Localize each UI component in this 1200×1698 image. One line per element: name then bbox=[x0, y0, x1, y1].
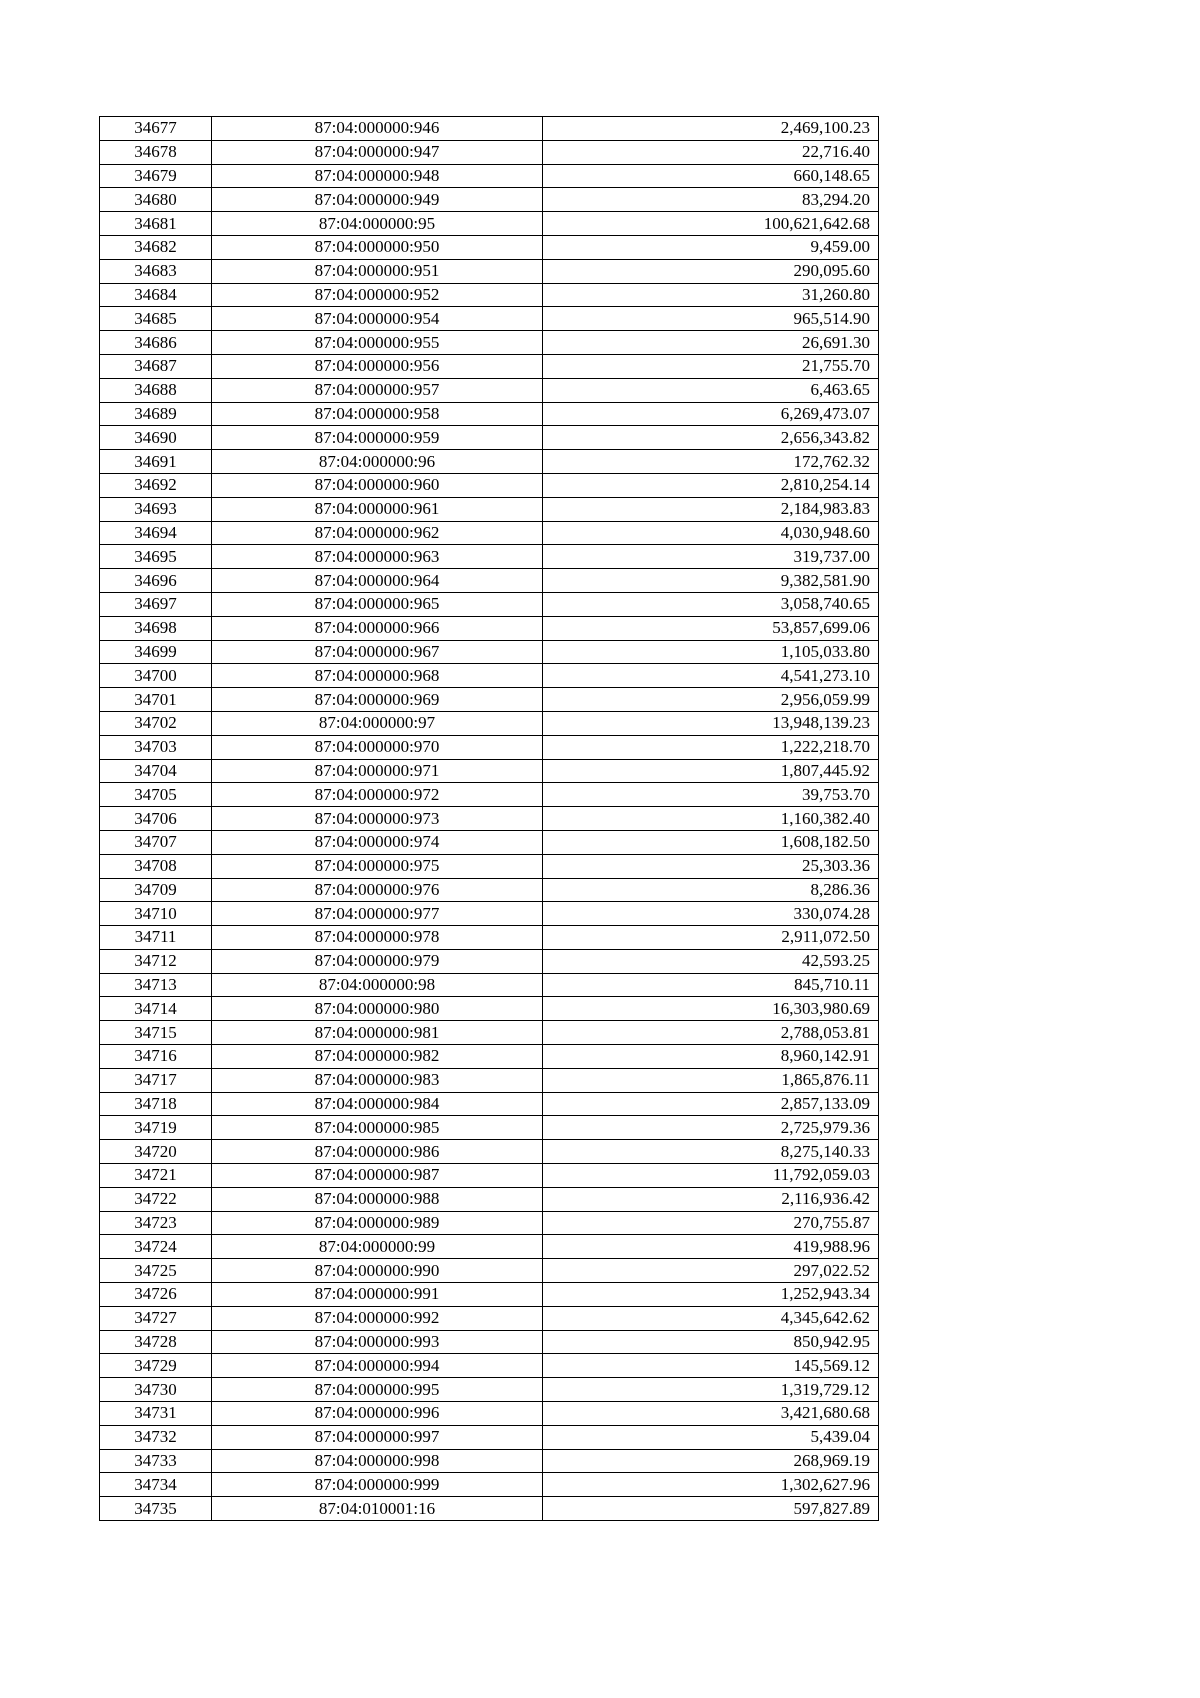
value-cell: 22,716.40 bbox=[543, 140, 879, 164]
cadastral-number-cell: 87:04:000000:962 bbox=[212, 521, 543, 545]
table-row bbox=[100, 1068, 879, 1092]
value-cell: 39,753.70 bbox=[543, 783, 879, 807]
cadastral-number-cell: 87:04:000000:951 bbox=[212, 259, 543, 283]
row-number-cell: 34698 bbox=[100, 616, 212, 640]
table-row bbox=[100, 783, 879, 807]
table-row bbox=[100, 616, 879, 640]
cadastral-number-cell: 87:04:000000:967 bbox=[212, 640, 543, 664]
cadastral-number-cell: 87:04:000000:988 bbox=[212, 1187, 543, 1211]
row-number-cell: 34733 bbox=[100, 1449, 212, 1473]
table-row bbox=[100, 354, 879, 378]
row-number-cell: 34711 bbox=[100, 926, 212, 950]
value-cell: 2,469,100.23 bbox=[543, 117, 879, 141]
cadastral-number-cell: 87:04:000000:949 bbox=[212, 188, 543, 212]
row-number-cell: 34707 bbox=[100, 830, 212, 854]
cadastral-number-cell: 87:04:000000:975 bbox=[212, 854, 543, 878]
table-row bbox=[100, 235, 879, 259]
value-cell: 2,956,059.99 bbox=[543, 688, 879, 712]
table-row bbox=[100, 1021, 879, 1045]
row-number-cell: 34732 bbox=[100, 1425, 212, 1449]
cadastral-number-cell: 87:04:000000:999 bbox=[212, 1473, 543, 1497]
value-cell: 4,030,948.60 bbox=[543, 521, 879, 545]
cadastral-number-cell: 87:04:000000:995 bbox=[212, 1378, 543, 1402]
cadastral-number-cell: 87:04:000000:993 bbox=[212, 1330, 543, 1354]
cadastral-number-cell: 87:04:000000:956 bbox=[212, 354, 543, 378]
cadastral-number-cell: 87:04:000000:961 bbox=[212, 497, 543, 521]
row-number-cell: 34713 bbox=[100, 973, 212, 997]
value-cell: 3,421,680.68 bbox=[543, 1402, 879, 1426]
table-row bbox=[100, 854, 879, 878]
cadastral-number-cell: 87:04:000000:991 bbox=[212, 1283, 543, 1307]
cadastral-number-cell: 87:04:000000:981 bbox=[212, 1021, 543, 1045]
table-row bbox=[100, 973, 879, 997]
cadastral-number-cell: 87:04:000000:992 bbox=[212, 1306, 543, 1330]
cadastral-number-cell: 87:04:000000:986 bbox=[212, 1140, 543, 1164]
value-cell: 1,222,218.70 bbox=[543, 735, 879, 759]
value-cell: 1,302,627.96 bbox=[543, 1473, 879, 1497]
row-number-cell: 34715 bbox=[100, 1021, 212, 1045]
table-row bbox=[100, 664, 879, 688]
value-cell: 8,286.36 bbox=[543, 878, 879, 902]
row-number-cell: 34731 bbox=[100, 1402, 212, 1426]
row-number-cell: 34709 bbox=[100, 878, 212, 902]
row-number-cell: 34680 bbox=[100, 188, 212, 212]
table-row bbox=[100, 1140, 879, 1164]
table-row bbox=[100, 307, 879, 331]
table-row bbox=[100, 378, 879, 402]
row-number-cell: 34681 bbox=[100, 212, 212, 236]
row-number-cell: 34714 bbox=[100, 997, 212, 1021]
row-number-cell: 34726 bbox=[100, 1283, 212, 1307]
table-row bbox=[100, 1211, 879, 1235]
row-number-cell: 34723 bbox=[100, 1211, 212, 1235]
table-row bbox=[100, 592, 879, 616]
value-cell: 16,303,980.69 bbox=[543, 997, 879, 1021]
row-number-cell: 34689 bbox=[100, 402, 212, 426]
value-cell: 5,439.04 bbox=[543, 1425, 879, 1449]
table-row bbox=[100, 283, 879, 307]
value-cell: 2,788,053.81 bbox=[543, 1021, 879, 1045]
table-row bbox=[100, 1283, 879, 1307]
table-row bbox=[100, 450, 879, 474]
value-cell: 4,541,273.10 bbox=[543, 664, 879, 688]
table-row bbox=[100, 426, 879, 450]
cadastral-number-cell: 87:04:000000:972 bbox=[212, 783, 543, 807]
cadastral-number-cell: 87:04:000000:982 bbox=[212, 1045, 543, 1069]
value-cell: 2,911,072.50 bbox=[543, 926, 879, 950]
cadastral-number-cell: 87:04:000000:970 bbox=[212, 735, 543, 759]
cadastral-number-cell: 87:04:000000:990 bbox=[212, 1259, 543, 1283]
table-row bbox=[100, 402, 879, 426]
cadastral-number-cell: 87:04:000000:955 bbox=[212, 331, 543, 355]
row-number-cell: 34696 bbox=[100, 569, 212, 593]
table-row bbox=[100, 1259, 879, 1283]
row-number-cell: 34683 bbox=[100, 259, 212, 283]
value-cell: 6,269,473.07 bbox=[543, 402, 879, 426]
value-cell: 145,569.12 bbox=[543, 1354, 879, 1378]
value-cell: 9,459.00 bbox=[543, 235, 879, 259]
value-cell: 25,303.36 bbox=[543, 854, 879, 878]
cadastral-number-cell: 87:04:000000:980 bbox=[212, 997, 543, 1021]
table-row bbox=[100, 1402, 879, 1426]
row-number-cell: 34705 bbox=[100, 783, 212, 807]
value-cell: 21,755.70 bbox=[543, 354, 879, 378]
cadastral-number-cell: 87:04:000000:966 bbox=[212, 616, 543, 640]
value-cell: 83,294.20 bbox=[543, 188, 879, 212]
table-row bbox=[100, 1330, 879, 1354]
row-number-cell: 34716 bbox=[100, 1045, 212, 1069]
value-cell: 850,942.95 bbox=[543, 1330, 879, 1354]
cadastral-number-cell: 87:04:000000:971 bbox=[212, 759, 543, 783]
cadastral-number-cell: 87:04:000000:996 bbox=[212, 1402, 543, 1426]
value-cell: 270,755.87 bbox=[543, 1211, 879, 1235]
value-cell: 8,960,142.91 bbox=[543, 1045, 879, 1069]
value-cell: 42,593.25 bbox=[543, 949, 879, 973]
cadastral-number-cell: 87:04:000000:95 bbox=[212, 212, 543, 236]
value-cell: 2,184,983.83 bbox=[543, 497, 879, 521]
cadastral-number-cell: 87:04:000000:984 bbox=[212, 1092, 543, 1116]
cadastral-number-cell: 87:04:000000:947 bbox=[212, 140, 543, 164]
table-row bbox=[100, 997, 879, 1021]
row-number-cell: 34734 bbox=[100, 1473, 212, 1497]
cadastral-number-cell: 87:04:000000:957 bbox=[212, 378, 543, 402]
cadastral-number-cell: 87:04:000000:968 bbox=[212, 664, 543, 688]
table-row bbox=[100, 545, 879, 569]
table-row bbox=[100, 188, 879, 212]
cadastral-number-cell: 87:04:000000:978 bbox=[212, 926, 543, 950]
row-number-cell: 34685 bbox=[100, 307, 212, 331]
table-row bbox=[100, 830, 879, 854]
cadastral-number-cell: 87:04:000000:974 bbox=[212, 830, 543, 854]
table-row bbox=[100, 926, 879, 950]
value-cell: 2,656,343.82 bbox=[543, 426, 879, 450]
row-number-cell: 34717 bbox=[100, 1068, 212, 1092]
value-cell: 1,105,033.80 bbox=[543, 640, 879, 664]
cadastral-number-cell: 87:04:000000:960 bbox=[212, 473, 543, 497]
row-number-cell: 34682 bbox=[100, 235, 212, 259]
value-cell: 11,792,059.03 bbox=[543, 1164, 879, 1188]
value-cell: 965,514.90 bbox=[543, 307, 879, 331]
cadastral-number-cell: 87:04:000000:950 bbox=[212, 235, 543, 259]
row-number-cell: 34695 bbox=[100, 545, 212, 569]
row-number-cell: 34687 bbox=[100, 354, 212, 378]
cadastral-number-cell: 87:04:000000:969 bbox=[212, 688, 543, 712]
row-number-cell: 34720 bbox=[100, 1140, 212, 1164]
cadastral-number-cell: 87:04:000000:959 bbox=[212, 426, 543, 450]
value-cell: 53,857,699.06 bbox=[543, 616, 879, 640]
table-row bbox=[100, 688, 879, 712]
cadastral-number-cell: 87:04:000000:983 bbox=[212, 1068, 543, 1092]
table-row bbox=[100, 1306, 879, 1330]
table-row bbox=[100, 1045, 879, 1069]
cadastral-number-cell: 87:04:000000:973 bbox=[212, 807, 543, 831]
cadastral-number-cell: 87:04:000000:96 bbox=[212, 450, 543, 474]
table-row bbox=[100, 1449, 879, 1473]
value-cell: 31,260.80 bbox=[543, 283, 879, 307]
value-cell: 1,865,876.11 bbox=[543, 1068, 879, 1092]
cadastral-number-cell: 87:04:000000:998 bbox=[212, 1449, 543, 1473]
table-row bbox=[100, 331, 879, 355]
table-row bbox=[100, 259, 879, 283]
value-cell: 2,116,936.42 bbox=[543, 1187, 879, 1211]
value-cell: 1,160,382.40 bbox=[543, 807, 879, 831]
row-number-cell: 34729 bbox=[100, 1354, 212, 1378]
table-row bbox=[100, 1235, 879, 1259]
table-row bbox=[100, 807, 879, 831]
table-row bbox=[100, 902, 879, 926]
cadastral-number-cell: 87:04:000000:954 bbox=[212, 307, 543, 331]
table-row bbox=[100, 521, 879, 545]
row-number-cell: 34700 bbox=[100, 664, 212, 688]
value-cell: 9,382,581.90 bbox=[543, 569, 879, 593]
cadastral-number-cell: 87:04:000000:963 bbox=[212, 545, 543, 569]
row-number-cell: 34708 bbox=[100, 854, 212, 878]
value-cell: 2,810,254.14 bbox=[543, 473, 879, 497]
cadastral-number-cell: 87:04:000000:948 bbox=[212, 164, 543, 188]
cadastral-number-cell: 87:04:000000:964 bbox=[212, 569, 543, 593]
table-row bbox=[100, 212, 879, 236]
value-cell: 172,762.32 bbox=[543, 450, 879, 474]
cadastral-number-cell: 87:04:000000:977 bbox=[212, 902, 543, 926]
table-row bbox=[100, 569, 879, 593]
table-row bbox=[100, 1187, 879, 1211]
value-cell: 597,827.89 bbox=[543, 1497, 879, 1521]
value-cell: 3,058,740.65 bbox=[543, 592, 879, 616]
value-cell: 1,608,182.50 bbox=[543, 830, 879, 854]
row-number-cell: 34719 bbox=[100, 1116, 212, 1140]
value-cell: 8,275,140.33 bbox=[543, 1140, 879, 1164]
table-row bbox=[100, 1116, 879, 1140]
row-number-cell: 34721 bbox=[100, 1164, 212, 1188]
table-row bbox=[100, 1164, 879, 1188]
cadastral-number-cell: 87:04:000000:985 bbox=[212, 1116, 543, 1140]
row-number-cell: 34688 bbox=[100, 378, 212, 402]
table-row bbox=[100, 640, 879, 664]
table-row bbox=[100, 735, 879, 759]
table-row bbox=[100, 140, 879, 164]
cadastral-number-cell: 87:04:000000:976 bbox=[212, 878, 543, 902]
row-number-cell: 34727 bbox=[100, 1306, 212, 1330]
row-number-cell: 34718 bbox=[100, 1092, 212, 1116]
row-number-cell: 34679 bbox=[100, 164, 212, 188]
value-cell: 4,345,642.62 bbox=[543, 1306, 879, 1330]
value-cell: 268,969.19 bbox=[543, 1449, 879, 1473]
table-row bbox=[100, 878, 879, 902]
row-number-cell: 34706 bbox=[100, 807, 212, 831]
row-number-cell: 34693 bbox=[100, 497, 212, 521]
cadastral-number-cell: 87:04:010001:16 bbox=[212, 1497, 543, 1521]
row-number-cell: 34710 bbox=[100, 902, 212, 926]
value-cell: 845,710.11 bbox=[543, 973, 879, 997]
table-row bbox=[100, 1473, 879, 1497]
row-number-cell: 34722 bbox=[100, 1187, 212, 1211]
value-cell: 1,807,445.92 bbox=[543, 759, 879, 783]
row-number-cell: 34690 bbox=[100, 426, 212, 450]
table-row bbox=[100, 1092, 879, 1116]
value-cell: 26,691.30 bbox=[543, 331, 879, 355]
row-number-cell: 34677 bbox=[100, 117, 212, 141]
cadastral-number-cell: 87:04:000000:99 bbox=[212, 1235, 543, 1259]
table-row bbox=[100, 473, 879, 497]
row-number-cell: 34728 bbox=[100, 1330, 212, 1354]
table-row bbox=[100, 949, 879, 973]
cadastral-number-cell: 87:04:000000:952 bbox=[212, 283, 543, 307]
cadastral-number-cell: 87:04:000000:98 bbox=[212, 973, 543, 997]
row-number-cell: 34699 bbox=[100, 640, 212, 664]
table-row bbox=[100, 497, 879, 521]
value-cell: 1,319,729.12 bbox=[543, 1378, 879, 1402]
table-row bbox=[100, 1497, 879, 1521]
value-cell: 297,022.52 bbox=[543, 1259, 879, 1283]
value-cell: 319,737.00 bbox=[543, 545, 879, 569]
value-cell: 2,857,133.09 bbox=[543, 1092, 879, 1116]
value-cell: 6,463.65 bbox=[543, 378, 879, 402]
cadastral-number-cell: 87:04:000000:997 bbox=[212, 1425, 543, 1449]
row-number-cell: 34692 bbox=[100, 473, 212, 497]
table-row bbox=[100, 759, 879, 783]
table-row bbox=[100, 1425, 879, 1449]
value-cell: 1,252,943.34 bbox=[543, 1283, 879, 1307]
cadastral-number-cell: 87:04:000000:958 bbox=[212, 402, 543, 426]
table-row bbox=[100, 164, 879, 188]
row-number-cell: 34724 bbox=[100, 1235, 212, 1259]
row-number-cell: 34691 bbox=[100, 450, 212, 474]
value-cell: 100,621,642.68 bbox=[543, 212, 879, 236]
value-cell: 2,725,979.36 bbox=[543, 1116, 879, 1140]
row-number-cell: 34678 bbox=[100, 140, 212, 164]
table-body bbox=[100, 117, 879, 1521]
cadastral-number-cell: 87:04:000000:987 bbox=[212, 1164, 543, 1188]
value-cell: 290,095.60 bbox=[543, 259, 879, 283]
row-number-cell: 34735 bbox=[100, 1497, 212, 1521]
value-cell: 13,948,139.23 bbox=[543, 711, 879, 735]
table-row bbox=[100, 117, 879, 141]
cadastral-number-cell: 87:04:000000:965 bbox=[212, 592, 543, 616]
table-row bbox=[100, 1378, 879, 1402]
row-number-cell: 34703 bbox=[100, 735, 212, 759]
cadastral-number-cell: 87:04:000000:946 bbox=[212, 117, 543, 141]
value-cell: 660,148.65 bbox=[543, 164, 879, 188]
row-number-cell: 34701 bbox=[100, 688, 212, 712]
value-cell: 330,074.28 bbox=[543, 902, 879, 926]
row-number-cell: 34725 bbox=[100, 1259, 212, 1283]
cadastre-table bbox=[99, 116, 879, 1521]
cadastral-number-cell: 87:04:000000:97 bbox=[212, 711, 543, 735]
value-cell: 419,988.96 bbox=[543, 1235, 879, 1259]
table-row bbox=[100, 1354, 879, 1378]
row-number-cell: 34712 bbox=[100, 949, 212, 973]
row-number-cell: 34730 bbox=[100, 1378, 212, 1402]
row-number-cell: 34702 bbox=[100, 711, 212, 735]
row-number-cell: 34704 bbox=[100, 759, 212, 783]
row-number-cell: 34697 bbox=[100, 592, 212, 616]
table-row bbox=[100, 711, 879, 735]
row-number-cell: 34694 bbox=[100, 521, 212, 545]
cadastral-number-cell: 87:04:000000:994 bbox=[212, 1354, 543, 1378]
row-number-cell: 34686 bbox=[100, 331, 212, 355]
cadastral-number-cell: 87:04:000000:979 bbox=[212, 949, 543, 973]
cadastral-number-cell: 87:04:000000:989 bbox=[212, 1211, 543, 1235]
row-number-cell: 34684 bbox=[100, 283, 212, 307]
